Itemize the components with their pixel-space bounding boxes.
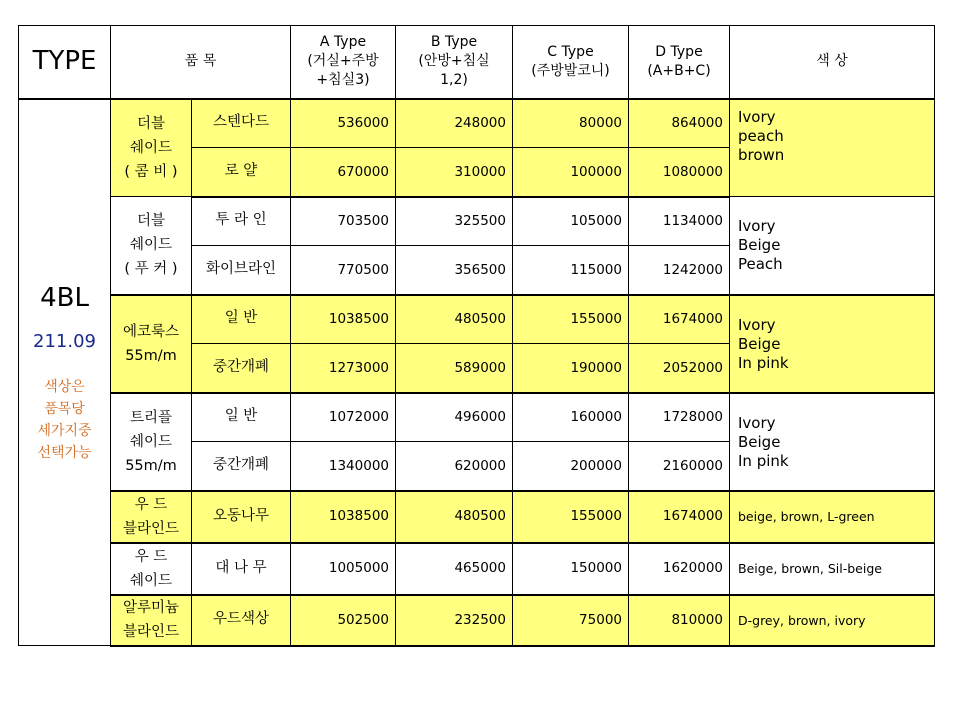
b-price: 325500 (396, 197, 513, 246)
b-price: 480500 (396, 491, 513, 543)
table-row (19, 295, 935, 344)
type-note: 색상은 품목당 세가지중 선택가능 (37, 378, 92, 461)
d-price: 1080000 (629, 148, 730, 197)
d-price: 1134000 (629, 197, 730, 246)
d-price: 864000 (629, 99, 730, 148)
type-code: 4BL (40, 282, 89, 313)
product-variant: 일 반 (192, 393, 291, 442)
table-row (19, 197, 935, 246)
d-price: 2160000 (629, 442, 730, 491)
product-name: 우 드 쉐이드 (111, 543, 192, 595)
product-variant: 대 나 무 (192, 543, 291, 595)
product-name: 알루미늄 블라인드 (111, 595, 192, 646)
b-price: 248000 (396, 99, 513, 148)
d-price: 1728000 (629, 393, 730, 442)
c-price: 200000 (513, 442, 629, 491)
table-row (19, 393, 935, 442)
a-price: 536000 (291, 99, 396, 148)
color-options: Ivory Beige In pink (730, 295, 935, 393)
b-type-header: B Type (안방+침실 1,2) (396, 26, 513, 99)
product-variant: 투 라 인 (192, 197, 291, 246)
a-price: 502500 (291, 595, 396, 646)
c-type-header: C Type (주방발코니) (513, 26, 629, 99)
c-price: 160000 (513, 393, 629, 442)
product-name: 우 드 블라인드 (111, 491, 192, 543)
c-price: 150000 (513, 543, 629, 595)
d-price: 810000 (629, 595, 730, 646)
product-name: 더블 쉐이드 ( 푸 커 ) (111, 197, 192, 295)
b-price: 496000 (396, 393, 513, 442)
b-price: 310000 (396, 148, 513, 197)
c-price: 105000 (513, 197, 629, 246)
product-variant: 우드색상 (192, 595, 291, 646)
table-row (19, 543, 935, 595)
d-price: 2052000 (629, 344, 730, 393)
color-options: Ivory Beige In pink (730, 393, 935, 491)
a-price: 1072000 (291, 393, 396, 442)
table-row (19, 595, 935, 646)
color-options: Beige, brown, Sil-beige (730, 543, 935, 595)
d-price: 1674000 (629, 295, 730, 344)
b-price: 465000 (396, 543, 513, 595)
color-options: D-grey, brown, ivory (730, 595, 935, 646)
product-variant: 화이브라인 (192, 246, 291, 295)
color-header: 색 상 (730, 26, 935, 99)
a-price: 1005000 (291, 543, 396, 595)
d-price: 1674000 (629, 491, 730, 543)
a-price: 1038500 (291, 491, 396, 543)
product-name: 더블 쉐이드 ( 콤 비 ) (111, 99, 192, 197)
product-variant: 오동나무 (192, 491, 291, 543)
color-options: beige, brown, L-green (730, 491, 935, 543)
b-price: 480500 (396, 295, 513, 344)
d-type-header: D Type (A+B+C) (629, 26, 730, 99)
c-price: 80000 (513, 99, 629, 148)
a-type-header: A Type (거실+주방 +침실3) (291, 26, 396, 99)
product-variant: 중간개폐 (192, 442, 291, 491)
type-area: 211.09 (33, 330, 96, 352)
d-price: 1242000 (629, 246, 730, 295)
c-price: 100000 (513, 148, 629, 197)
type-header: TYPE (19, 26, 111, 99)
b-price: 620000 (396, 442, 513, 491)
product-name: 에코룩스 55m/m (111, 295, 192, 393)
a-price: 1038500 (291, 295, 396, 344)
c-price: 155000 (513, 491, 629, 543)
type-cell (19, 99, 111, 646)
product-name: 트리플 쉐이드 55m/m (111, 393, 192, 491)
d-price: 1620000 (629, 543, 730, 595)
b-price: 356500 (396, 246, 513, 295)
c-price: 190000 (513, 344, 629, 393)
a-price: 1273000 (291, 344, 396, 393)
product-variant: 일 반 (192, 295, 291, 344)
table-row (19, 491, 935, 543)
b-price: 589000 (396, 344, 513, 393)
price-table (18, 25, 935, 647)
c-price: 75000 (513, 595, 629, 646)
header-row (19, 26, 935, 99)
product-variant: 로 얄 (192, 148, 291, 197)
c-price: 115000 (513, 246, 629, 295)
a-price: 670000 (291, 148, 396, 197)
a-price: 703500 (291, 197, 396, 246)
a-price: 1340000 (291, 442, 396, 491)
color-options: Ivory Beige Peach (730, 197, 935, 295)
product-header: 품 목 (111, 26, 291, 99)
color-options: Ivory peach brown (730, 99, 935, 197)
c-price: 155000 (513, 295, 629, 344)
product-variant: 중간개폐 (192, 344, 291, 393)
a-price: 770500 (291, 246, 396, 295)
product-variant: 스텐다드 (192, 99, 291, 148)
b-price: 232500 (396, 595, 513, 646)
table-row (19, 99, 935, 148)
